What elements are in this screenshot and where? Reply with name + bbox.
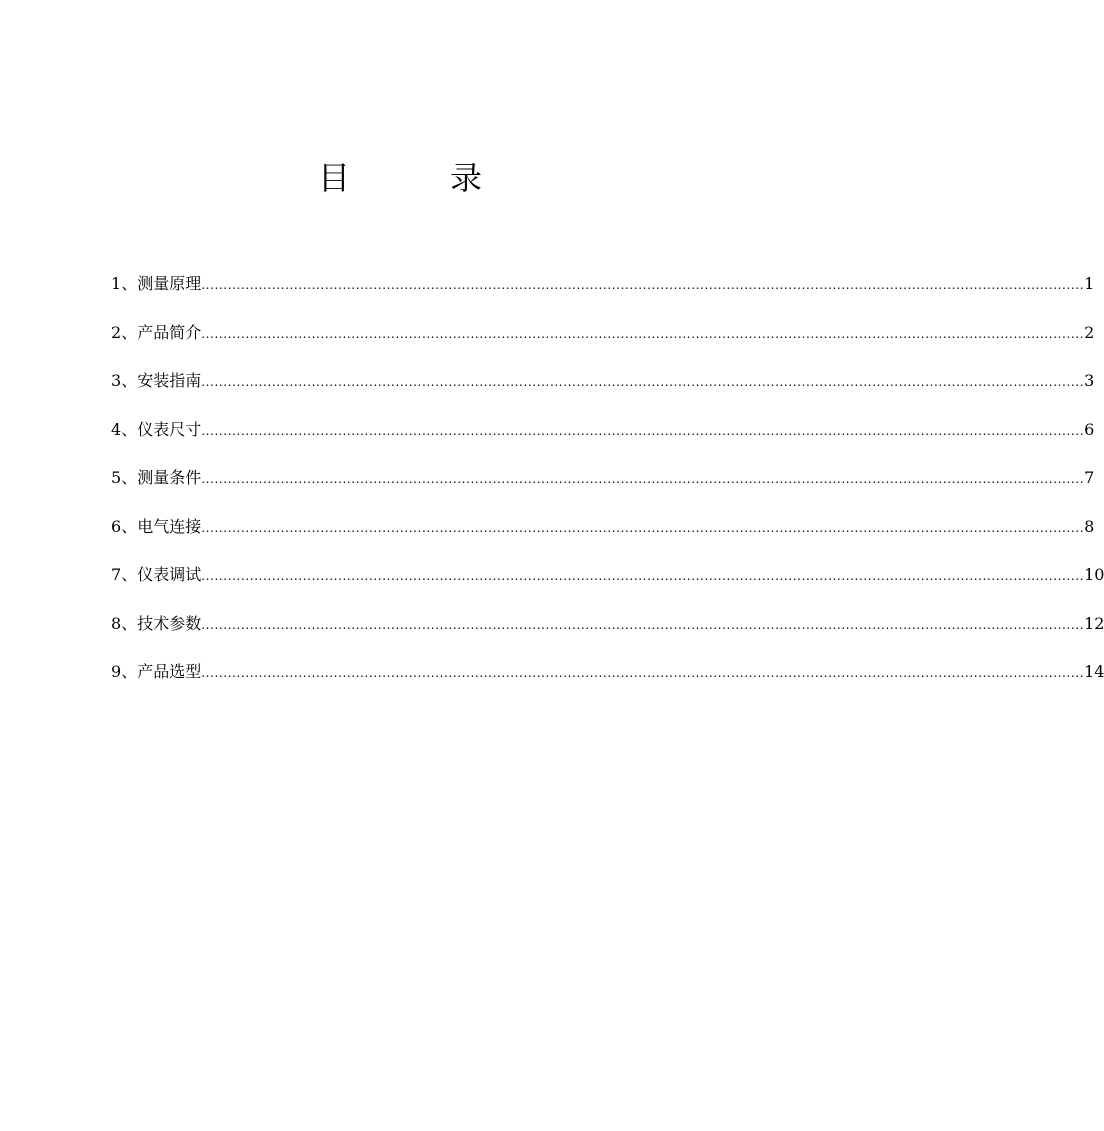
toc-entry-separator: 、 [121,371,138,390]
toc-entry-page-number: 1 [1084,274,1095,293]
toc-entry-title: 安装指南 [137,371,202,390]
toc-entry-title: 仪表尺寸 [137,419,202,439]
toc-entry-number: 7 [111,565,122,584]
toc-entry-number: 1 [111,274,122,293]
toc-entry[interactable] [111,513,1095,562]
toc-entry[interactable] [111,270,1095,319]
toc-entry-title: 电气连接 [137,516,202,536]
toc-leader-dots: ........................................................................................................................................................................................................ [201,472,1085,486]
toc-entry-separator: 、 [121,468,138,487]
table-of-contents [111,270,1104,707]
toc-entry-title: 产品简介 [137,322,202,342]
toc-entry-page-number: 2 [1084,322,1095,342]
toc-entry[interactable] [111,658,1104,707]
toc-entry-separator: 、 [121,274,138,293]
toc-entry-separator: 、 [121,613,138,633]
toc-leader-dots: ........................................................................................................................................................................................................ [201,617,1085,632]
toc-entry-separator: 、 [121,662,138,681]
toc-leader-dots: ........................................................................................................................................................................................................ [201,375,1085,389]
toc-entry-page-number: 12 [1084,613,1104,633]
toc-entry-page-number: 10 [1084,565,1104,584]
toc-entry[interactable] [111,367,1095,416]
toc-entry-page-number: 14 [1084,662,1104,681]
toc-entry-page-number: 7 [1084,468,1095,487]
toc-entry-number: 9 [111,662,122,681]
toc-leader-dots: ........................................................................................................................................................................................................ [201,423,1085,438]
toc-entry-number: 8 [111,613,122,633]
toc-entry-title: 产品选型 [137,662,202,681]
toc-entry-number: 3 [111,371,122,390]
toc-entry-title: 测量条件 [137,468,202,487]
toc-entry-separator: 、 [121,565,138,584]
toc-leader-dots: ........................................................................................................................................................................................................ [201,278,1085,292]
toc-entry-page-number: 8 [1084,516,1095,536]
toc-entry-separator: 、 [121,322,138,342]
toc-leader-dots: ........................................................................................................................................................................................................ [201,520,1085,535]
toc-entry-number: 6 [111,516,122,536]
toc-entry-number: 5 [111,468,122,487]
toc-entry-title: 测量原理 [137,274,202,293]
toc-entry-title: 仪表调试 [137,565,202,584]
toc-entry-separator: 、 [121,419,138,439]
toc-entry-separator: 、 [121,516,138,536]
toc-leader-dots: ........................................................................................................................................................................................................ [201,569,1085,583]
toc-entry-page-number: 6 [1084,419,1095,439]
toc-entry[interactable] [111,561,1104,610]
toc-entry[interactable] [111,464,1095,513]
toc-entry-number: 4 [111,419,122,439]
toc-entry[interactable] [111,416,1095,465]
toc-entry-number: 2 [111,322,122,342]
toc-entry[interactable] [111,319,1095,368]
toc-entry[interactable] [111,610,1104,659]
page-title: 目 录 [317,159,516,197]
toc-entry-page-number: 3 [1084,371,1095,390]
toc-entry-title: 技术参数 [137,613,202,633]
toc-leader-dots: ........................................................................................................................................................................................................ [201,326,1085,341]
toc-leader-dots: ........................................................................................................................................................................................................ [201,666,1085,680]
